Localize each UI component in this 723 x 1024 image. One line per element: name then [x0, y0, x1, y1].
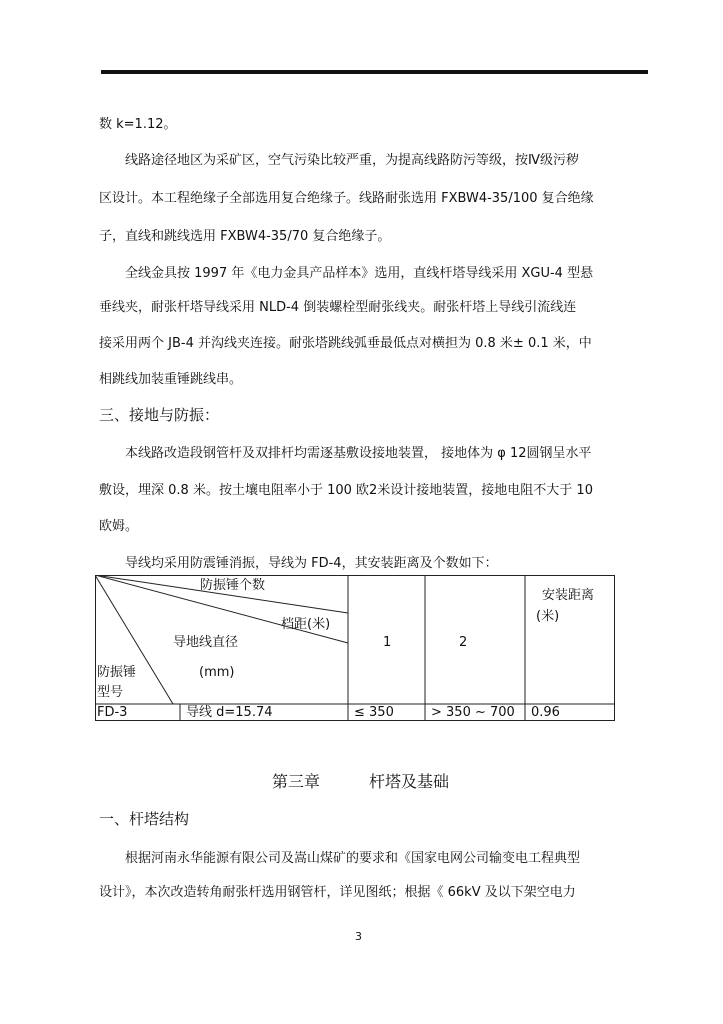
paragraph-line: 子，直线和跳线选用 FXBW4-35/70 复合绝缘子。: [99, 229, 391, 244]
paragraph-line: 欧姆。: [99, 519, 139, 534]
damper-table: [95, 575, 615, 721]
header-rule: [101, 70, 648, 74]
paragraph-line: 接采用两个 JB-4 并沟线夹连接。耐张塔跳线弧垂最低点对横担为 0.8 米± 0.1 米，中: [99, 336, 592, 351]
diag-label-diameter-unit: (mm): [199, 665, 235, 680]
paragraph-line: 区设计。本工程绝缘子全部选用复合绝缘子。线路耐张选用 FXBW4-35/100 复合绝缘: [99, 191, 594, 206]
paragraph-line: 垂线夹，耐张杆塔导线采用 NLD-4 倒装螺栓型耐张线夹。耐张杆塔上导线引流线连: [99, 300, 577, 315]
table-cell: 导线 d=15.74: [186, 705, 273, 720]
table-cell: FD-3: [97, 705, 128, 720]
diag-label-type: 型号: [97, 685, 124, 700]
table-cell: 0.96: [531, 705, 560, 720]
header-count-2: 2: [459, 635, 468, 650]
header-install-distance-unit: (米): [536, 609, 560, 624]
chapter-number: 第三章: [272, 772, 321, 791]
chapter-title: 杆塔及基础: [369, 772, 450, 791]
table-intro: 导线均采用防震锤消振，导线为 FD-4，其安装距离及个数如下：: [125, 556, 498, 571]
section-heading-tower: 一、杆塔结构: [99, 810, 190, 828]
page-number: 3: [355, 930, 362, 943]
paragraph-line: 根据河南永华能源有限公司及嵩山煤矿的要求和《国家电网公司输变电工程典型: [125, 851, 581, 866]
header-count-1: 1: [383, 635, 392, 650]
header-install-distance: 安装距离: [542, 588, 595, 603]
paragraph-line: 数 k=1.12。: [99, 117, 177, 132]
paragraph-line: 相跳线加装重锤跳线串。: [99, 372, 243, 387]
paragraph-line: 线路途径地区为采矿区，空气污染比较严重，为提高线路防污等级，按Ⅳ级污秽: [125, 153, 579, 168]
table-cell: > 350 ~ 700: [431, 705, 515, 720]
paragraph-line: 设计》，本次改造转角耐张杆选用钢管杆，详见图纸；根据《 66kV 及以下架空电力: [99, 885, 576, 900]
paragraph-line: 本线路改造段钢管杆及双排杆均需逐基敷设接地装置， 接地体为 φ 12圆钢呈水平: [125, 446, 592, 461]
diag-label-count: 防振锤个数: [200, 578, 266, 593]
diag-label-diameter: 导地线直径: [173, 635, 239, 650]
paragraph-line: 全线金具按 1997 年《电力金具产品样本》选用，直线杆塔导线采用 XGU-4 型悬: [125, 266, 594, 281]
diag-label-type: 防振锤: [97, 665, 137, 680]
diag-label-span: 档距(米): [281, 617, 331, 632]
paragraph-line: 敷设，埋深 0.8 米。按土壤电阻率小于 100 欧2米设计接地装置，接地电阻不大于 10: [99, 483, 593, 498]
section-heading-grounding: 三、接地与防振：: [99, 406, 220, 424]
table-cell: ≤ 350: [354, 705, 394, 720]
